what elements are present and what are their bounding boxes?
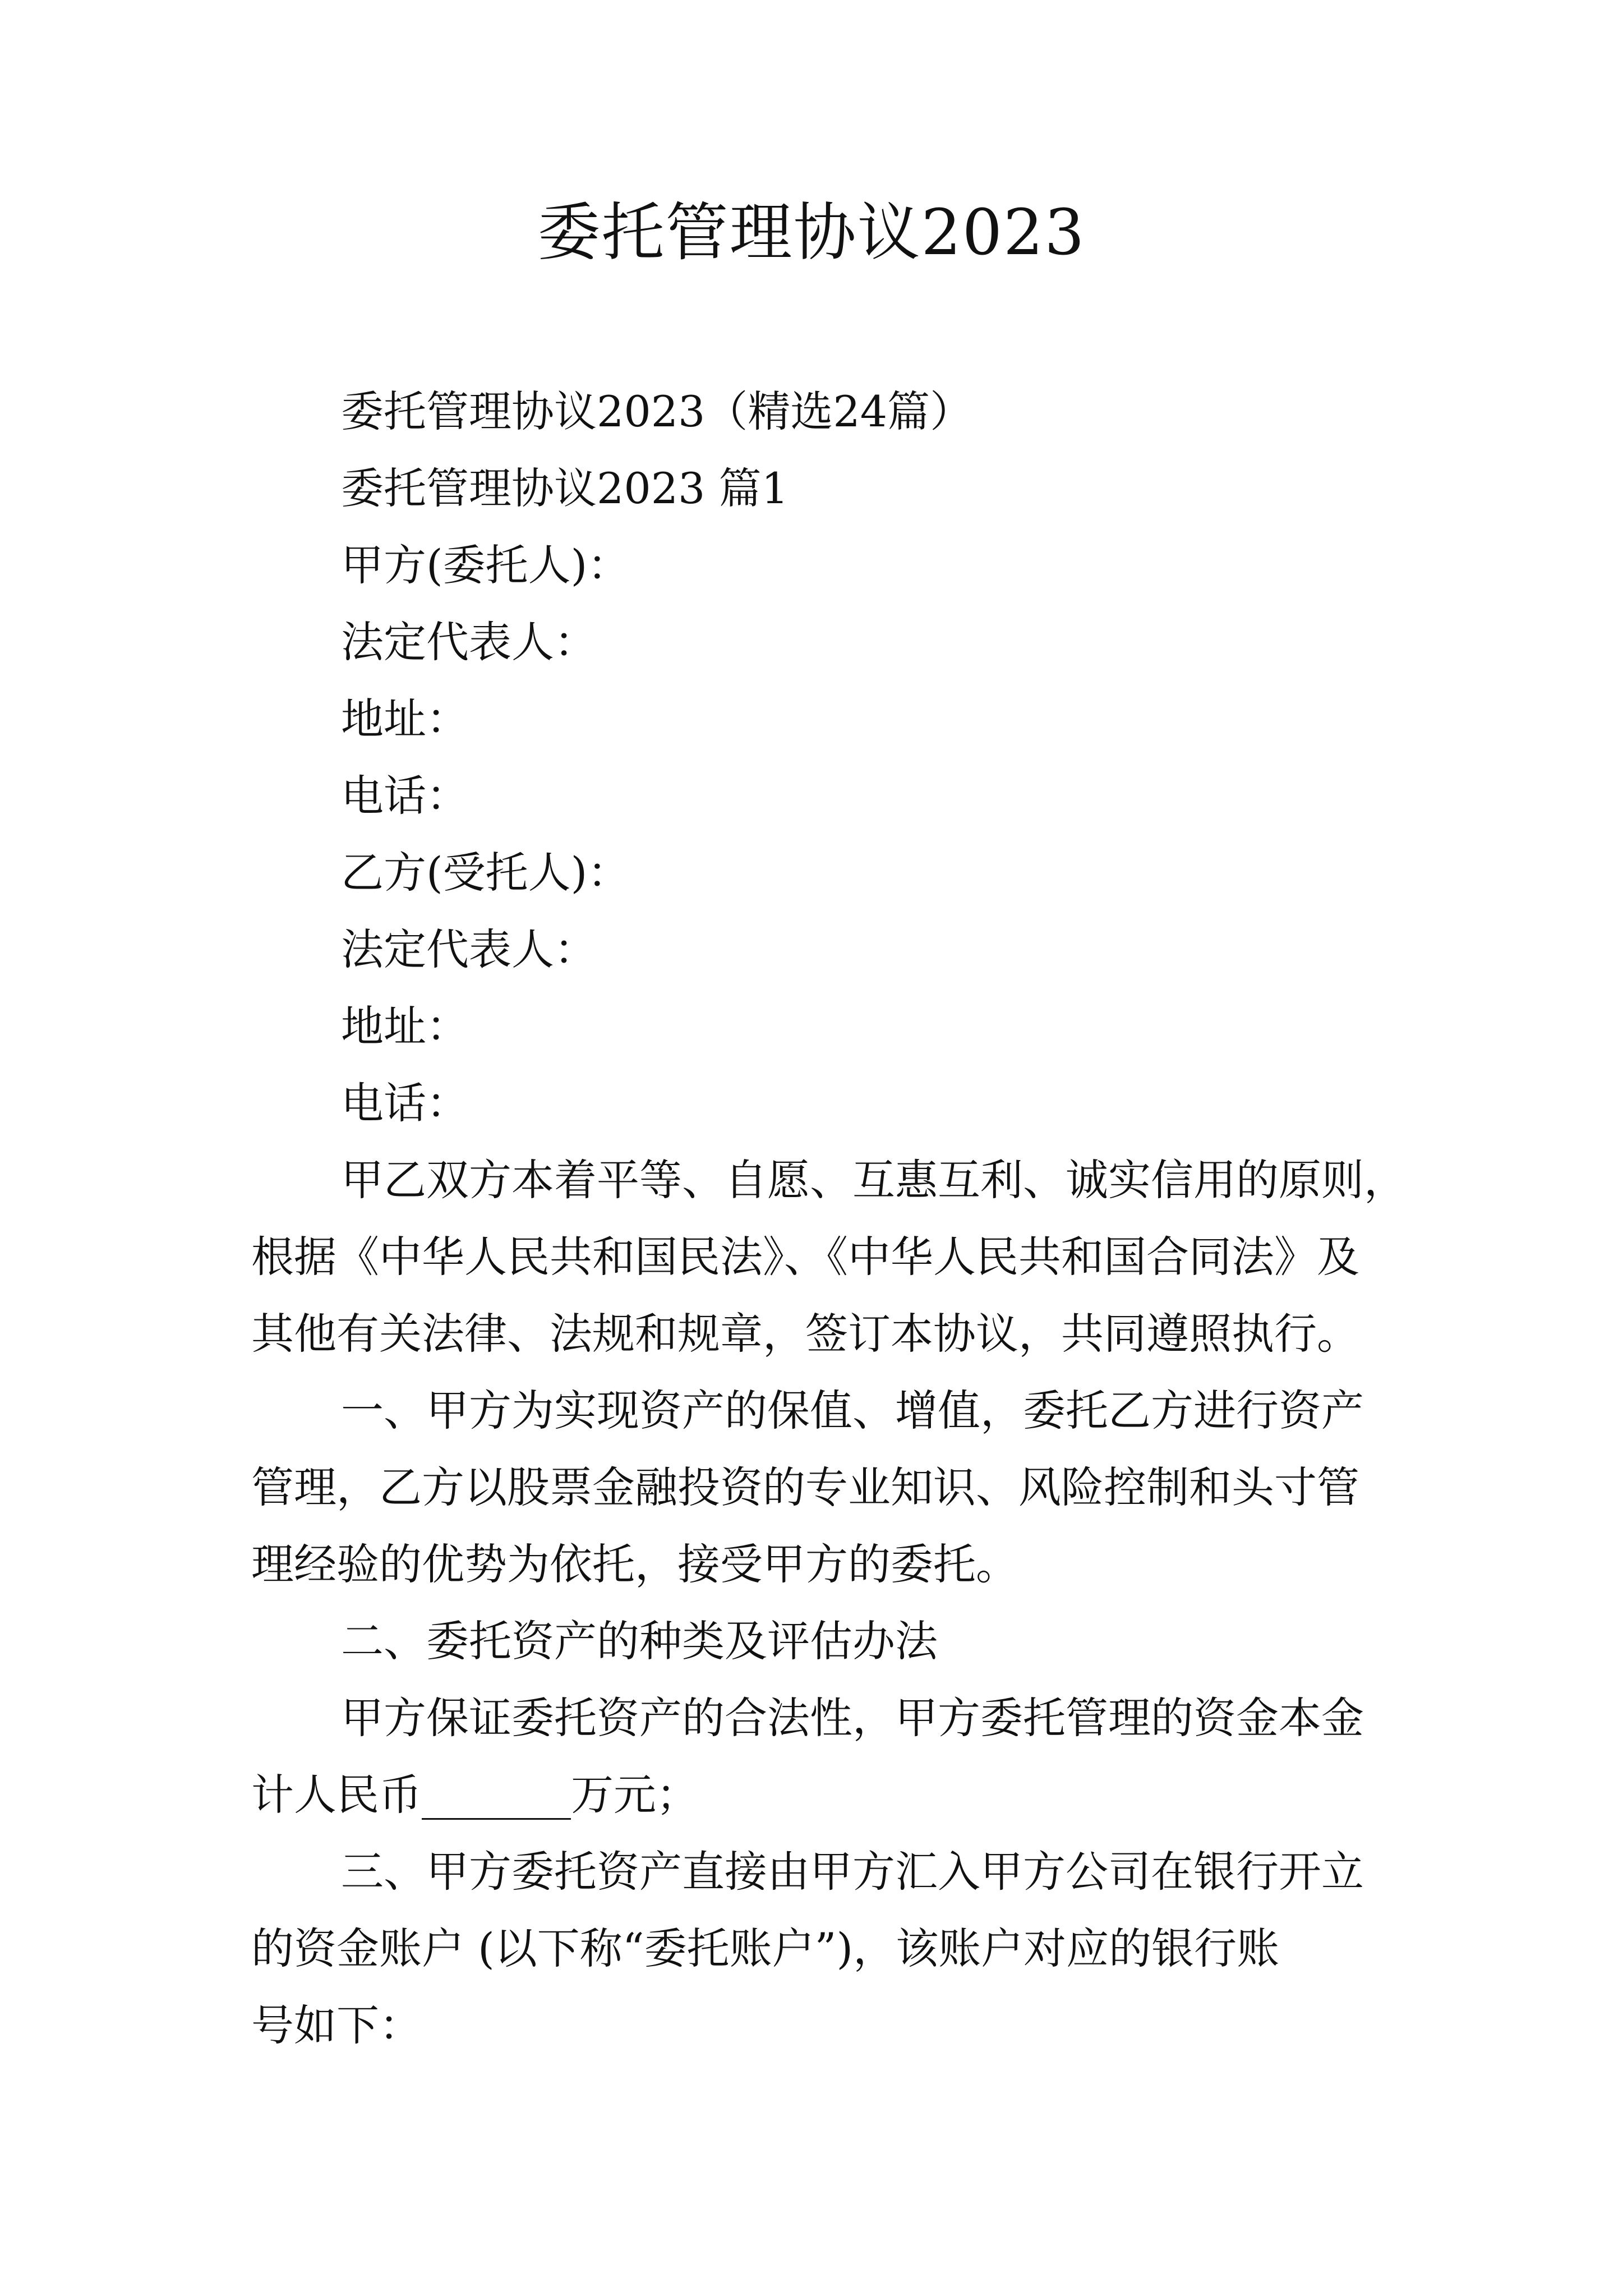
text-line: 电话： — [341, 1078, 469, 1128]
text-line: 地址： — [341, 694, 469, 744]
text-line: 甲方保证委托资产的合法性，甲方委托管理的资金本金 — [341, 1693, 1364, 1743]
document-title: 委托管理协议2023 — [537, 196, 1086, 269]
text-line: 根据《中华人民共和国民法》、《中华人民共和国合同法》及 — [251, 1232, 1359, 1282]
text-line: 委托管理协议2023 篇1 — [341, 463, 789, 513]
text-line: 其他有关法律、法规和规章，签订本协议，共同遵照执行。 — [251, 1309, 1359, 1359]
text-line: 一、甲方为实现资产的保值、增值，委托乙方进行资产 — [341, 1386, 1364, 1435]
text-line: 三、甲方委托资产直接由甲方汇入甲方公司在银行开立 — [341, 1847, 1364, 1897]
text-line: 法定代表人： — [341, 924, 597, 974]
text-line: 的资金账户 (以下称“委托账户”)，该账户对应的银行账 — [251, 1924, 1280, 1973]
text-line: 电话： — [341, 771, 469, 821]
text-line: 地址： — [341, 1001, 469, 1051]
text-line: 委托管理协议2023（精选24篇） — [341, 386, 973, 436]
text-line: 管理，乙方以股票金融投资的专业知识、风险控制和头寸管 — [251, 1462, 1359, 1512]
text-line: 二、委托资产的种类及评估办法 — [341, 1616, 938, 1666]
text-line: 理经验的优势为依托，接受甲方的委托。 — [251, 1539, 1018, 1589]
text-line: 号如下： — [251, 2000, 422, 2050]
document-body — [251, 373, 1407, 2064]
text-line: 法定代表人： — [341, 617, 597, 667]
text-line: 乙方(受托人)： — [341, 848, 630, 898]
text-line: 甲方(委托人)： — [341, 540, 630, 590]
text-line: 甲乙双方本着平等、自愿、互惠互利、诚实信用的原则， — [341, 1155, 1407, 1205]
text-line: 计人民币_______万元； — [251, 1770, 699, 1820]
